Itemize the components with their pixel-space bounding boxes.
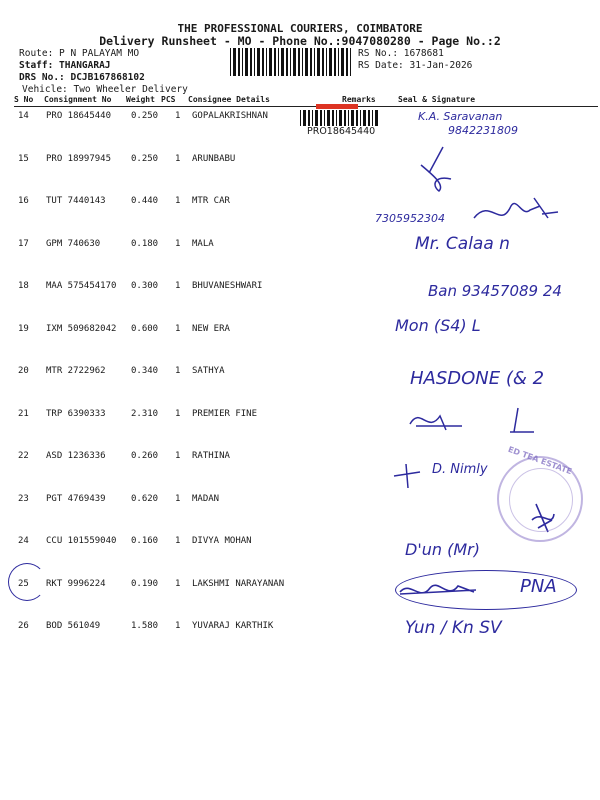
row-consignee: NEW ERA (192, 323, 230, 334)
signature-26: Yun / Kn SV (405, 618, 502, 638)
row-pcs: 1 (175, 111, 181, 121)
staff-label: Staff: THANGARAJ (19, 60, 111, 71)
row-sno: 25 (18, 578, 29, 589)
vehicle-label: Vehicle: Two Wheeler Delivery (22, 84, 188, 95)
row-consignee: LAKSHMI NARAYANAN (192, 578, 285, 589)
row-consignment-no: GPM 740630 (46, 238, 101, 249)
col-pcs: PCS (161, 95, 176, 104)
signature-20: HASDONE (& 2 (410, 368, 545, 389)
row-consignment-no: MTR 2722962 (46, 366, 106, 376)
row-sno: 15 (18, 153, 29, 164)
col-sno: S No (14, 95, 34, 104)
row-pcs: 1 (175, 196, 181, 206)
row-weight: 1.580 (131, 621, 159, 631)
row-sno: 21 (18, 408, 29, 419)
row-weight: 0.180 (131, 238, 159, 249)
row-sno: 20 (18, 366, 29, 376)
col-weight: Weight (126, 95, 155, 104)
row-consignment-no: RKT 9996224 (46, 578, 106, 589)
signature-14-phone: 9842231809 (448, 124, 518, 137)
row-consignee: PREMIER FINE (192, 408, 258, 419)
signature-18: Ban 93457089 24 (428, 282, 562, 300)
row-weight: 0.190 (131, 578, 159, 589)
row-weight: 0.620 (131, 493, 159, 504)
rs-date: RS Date: 31-Jan-2026 (358, 60, 473, 71)
signature-22-mark (392, 462, 424, 490)
row-pcs: 1 (175, 536, 181, 546)
signature-25: PNA (520, 576, 557, 597)
row-consignee: RATHINA (192, 451, 230, 461)
stamp-inner-ring (509, 468, 573, 532)
row-consignee: DIVYA MOHAN (192, 536, 252, 546)
row-sno: 16 (18, 196, 29, 206)
row-weight: 0.260 (131, 451, 159, 461)
row-consignee: GOPALAKRISHNAN (192, 111, 268, 121)
signature-17: Mr. Calaa n (415, 234, 510, 254)
row-sno: 18 (18, 281, 29, 291)
row-sno: 22 (18, 451, 29, 461)
signature-14-name: K.A. Saravanan (418, 110, 503, 123)
row-25-oval-mark (395, 570, 577, 610)
row-pcs: 1 (175, 493, 181, 504)
signature-16-scribble (470, 188, 560, 228)
row-sno: 14 (18, 111, 29, 121)
row-25-circle-mark (8, 563, 46, 601)
row-consignee: MTR CAR (192, 196, 230, 206)
runsheet-subtitle: Delivery Runsheet - MO - Phone No.:9047080280 - Page No.:2 (99, 34, 501, 48)
signature-16-phone: 7305952304 (375, 212, 445, 225)
row-sno: 23 (18, 493, 29, 504)
red-stamp-mark (316, 104, 358, 109)
row-consignee: ARUNBABU (192, 153, 236, 164)
company-seal-stamp (497, 444, 583, 542)
signature-21-scribble (406, 404, 536, 436)
row-sno: 17 (18, 238, 29, 249)
row-pcs: 1 (175, 323, 181, 334)
row-pcs: 1 (175, 281, 181, 291)
row-weight: 0.250 (131, 111, 159, 121)
row-consignment-no: PRO 18997945 (46, 153, 112, 164)
row-consignee: YUVARAJ KARTHIK (192, 621, 274, 631)
row-weight: 0.300 (131, 281, 159, 291)
col-seal-signature: Seal & Signature (398, 95, 476, 104)
row-consignee: MALA (192, 238, 214, 249)
header-divider (14, 106, 598, 107)
row-consignee: MADAN (192, 493, 220, 504)
row-pcs: 1 (175, 451, 181, 461)
stamp-text: ED TEA ESTATE (506, 444, 574, 477)
row-consignment-no: CCU 101559040 (46, 536, 117, 546)
row-consignment-no: BOD 561049 (46, 621, 101, 631)
signature-24: D'un (Mr) (405, 540, 480, 559)
company-title: THE PROFESSIONAL COURIERS, COIMBATORE (177, 22, 423, 35)
col-consignment: Consignment No (44, 95, 112, 104)
barcode-label: PRO18645440 (307, 126, 376, 137)
consignment-barcode (300, 110, 382, 126)
row-consignment-no: IXM 509682042 (46, 323, 117, 334)
col-remarks: Remarks (342, 95, 376, 104)
row-pcs: 1 (175, 621, 181, 631)
row-weight: 2.310 (131, 408, 159, 419)
row-weight: 0.160 (131, 536, 159, 546)
row-sno: 24 (18, 536, 29, 546)
row-weight: 0.340 (131, 366, 159, 376)
row-sno: 19 (18, 323, 29, 334)
col-consignee: Consignee Details (188, 95, 270, 104)
row-sno: 26 (18, 621, 29, 631)
row-pcs: 1 (175, 366, 181, 376)
row-weight: 0.250 (131, 153, 159, 164)
row-weight: 0.600 (131, 323, 159, 334)
signature-22: D. Nimly (432, 462, 488, 477)
signature-19: Mon (S4) L (395, 316, 481, 335)
row-consignment-no: TUT 7440143 (46, 196, 106, 206)
drs-barcode (230, 48, 355, 76)
route-label: Route: P N PALAYAM MO (19, 48, 140, 59)
row-weight: 0.440 (131, 196, 159, 206)
row-consignment-no: TRP 6390333 (46, 408, 106, 419)
row-pcs: 1 (175, 238, 181, 249)
row-pcs: 1 (175, 153, 181, 164)
row-consignment-no: PGT 4769439 (46, 493, 106, 504)
row-consignment-no: MAA 575454170 (46, 281, 117, 291)
row-consignment-no: PRO 18645440 (46, 111, 112, 121)
rs-number: RS No.: 1678681 (358, 48, 444, 59)
row-consignee: SATHYA (192, 366, 225, 376)
row-pcs: 1 (175, 578, 181, 589)
row-consignment-no: ASD 1236336 (46, 451, 106, 461)
row-pcs: 1 (175, 408, 181, 419)
row-consignee: BHUVANESHWARI (192, 281, 263, 291)
signature-15-scribble (415, 145, 455, 195)
drs-number: DRS No.: DCJB167868102 (19, 72, 145, 83)
